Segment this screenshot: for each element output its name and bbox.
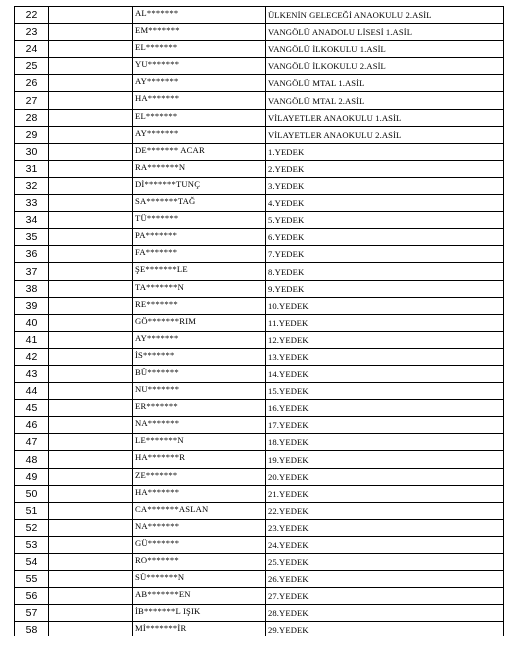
table-row	[15, 502, 504, 519]
masked-name: SA*******TAĞ	[133, 195, 266, 212]
empty-cell	[49, 195, 133, 212]
empty-cell	[49, 109, 133, 126]
masked-name: RO*******	[133, 554, 266, 571]
assignment: 17.YEDEK	[266, 417, 504, 434]
assignment: 11.YEDEK	[266, 314, 504, 331]
empty-cell	[49, 92, 133, 109]
empty-cell	[49, 263, 133, 280]
table-row	[15, 588, 504, 605]
masked-name: TA*******N	[133, 280, 266, 297]
table-row	[15, 348, 504, 365]
table-row	[15, 417, 504, 434]
masked-name: Dİ*******TUNÇ	[133, 177, 266, 194]
table-row	[15, 519, 504, 536]
masked-name: PA*******	[133, 229, 266, 246]
empty-cell	[49, 24, 133, 41]
empty-cell	[49, 383, 133, 400]
masked-name: FA*******	[133, 246, 266, 263]
empty-cell	[49, 126, 133, 143]
table-row	[15, 58, 504, 75]
empty-cell	[49, 246, 133, 263]
masked-name: TÜ*******	[133, 212, 266, 229]
table-row	[15, 75, 504, 92]
assignment: 28.YEDEK	[266, 605, 504, 622]
assignment: 8.YEDEK	[266, 263, 504, 280]
results-table	[14, 6, 504, 636]
masked-name: NA*******	[133, 417, 266, 434]
table-row	[15, 485, 504, 502]
empty-cell	[49, 348, 133, 365]
empty-cell	[49, 400, 133, 417]
row-number: 44	[15, 383, 49, 400]
table-row	[15, 41, 504, 58]
table-row	[15, 280, 504, 297]
masked-name: NU*******	[133, 383, 266, 400]
assignment: 23.YEDEK	[266, 519, 504, 536]
masked-name: BÜ*******	[133, 365, 266, 382]
table-row	[15, 177, 504, 194]
row-number: 56	[15, 588, 49, 605]
masked-name: NA*******	[133, 519, 266, 536]
assignment: 4.YEDEK	[266, 195, 504, 212]
row-number: 46	[15, 417, 49, 434]
empty-cell	[49, 7, 133, 24]
assignment: 19.YEDEK	[266, 451, 504, 468]
empty-cell	[49, 451, 133, 468]
row-number: 58	[15, 622, 49, 636]
masked-name: AB*******EN	[133, 588, 266, 605]
masked-name: AY*******	[133, 331, 266, 348]
table-row	[15, 246, 504, 263]
masked-name: AL*******	[133, 7, 266, 24]
table-row	[15, 143, 504, 160]
row-number: 52	[15, 519, 49, 536]
table-row	[15, 383, 504, 400]
row-number: 33	[15, 195, 49, 212]
row-number: 55	[15, 571, 49, 588]
empty-cell	[49, 177, 133, 194]
row-number: 54	[15, 554, 49, 571]
row-number: 47	[15, 434, 49, 451]
table-row	[15, 554, 504, 571]
assignment: 27.YEDEK	[266, 588, 504, 605]
empty-cell	[49, 212, 133, 229]
empty-cell	[49, 485, 133, 502]
empty-cell	[49, 58, 133, 75]
masked-name: EL*******	[133, 41, 266, 58]
table-row	[15, 92, 504, 109]
masked-name: GÜ*******	[133, 536, 266, 553]
row-number: 23	[15, 24, 49, 41]
masked-name: ZE*******	[133, 468, 266, 485]
masked-name: EL*******	[133, 109, 266, 126]
masked-name: HA*******	[133, 92, 266, 109]
row-number: 57	[15, 605, 49, 622]
empty-cell	[49, 280, 133, 297]
empty-cell	[49, 331, 133, 348]
masked-name: DE******* ACAR	[133, 143, 266, 160]
masked-name: LE*******N	[133, 434, 266, 451]
assignment: 29.YEDEK	[266, 622, 504, 636]
assignment: VANGÖLÜ İLKOKULU 1.ASİL	[266, 41, 504, 58]
empty-cell	[49, 588, 133, 605]
assignment: 18.YEDEK	[266, 434, 504, 451]
table-row	[15, 365, 504, 382]
table-row	[15, 331, 504, 348]
empty-cell	[49, 536, 133, 553]
row-number: 48	[15, 451, 49, 468]
row-number: 45	[15, 400, 49, 417]
masked-name: RE*******	[133, 297, 266, 314]
results-table-body	[15, 7, 504, 637]
empty-cell	[49, 502, 133, 519]
assignment: 2.YEDEK	[266, 160, 504, 177]
row-number: 41	[15, 331, 49, 348]
masked-name: YU*******	[133, 58, 266, 75]
empty-cell	[49, 622, 133, 636]
row-number: 31	[15, 160, 49, 177]
assignment: VİLAYETLER ANAOKULU 1.ASİL	[266, 109, 504, 126]
table-row	[15, 229, 504, 246]
empty-cell	[49, 75, 133, 92]
row-number: 24	[15, 41, 49, 58]
assignment: 14.YEDEK	[266, 365, 504, 382]
masked-name: SÜ*******N	[133, 571, 266, 588]
assignment: 10.YEDEK	[266, 297, 504, 314]
row-number: 38	[15, 280, 49, 297]
table-row	[15, 24, 504, 41]
empty-cell	[49, 365, 133, 382]
table-row	[15, 536, 504, 553]
assignment: 6.YEDEK	[266, 229, 504, 246]
row-number: 35	[15, 229, 49, 246]
table-row	[15, 297, 504, 314]
masked-name: ER*******	[133, 400, 266, 417]
table-row	[15, 400, 504, 417]
assignment: VANGÖLÜ ANADOLU LİSESİ 1.ASİL	[266, 24, 504, 41]
table-row	[15, 212, 504, 229]
row-number: 36	[15, 246, 49, 263]
row-number: 32	[15, 177, 49, 194]
empty-cell	[49, 519, 133, 536]
row-number: 49	[15, 468, 49, 485]
empty-cell	[49, 554, 133, 571]
masked-name: Mİ*******İR	[133, 622, 266, 636]
row-number: 30	[15, 143, 49, 160]
assignment: 25.YEDEK	[266, 554, 504, 571]
table-row	[15, 263, 504, 280]
empty-cell	[49, 468, 133, 485]
row-number: 50	[15, 485, 49, 502]
table-row	[15, 468, 504, 485]
assignment: 13.YEDEK	[266, 348, 504, 365]
assignment: 15.YEDEK	[266, 383, 504, 400]
assignment: 12.YEDEK	[266, 331, 504, 348]
empty-cell	[49, 571, 133, 588]
assignment: 3.YEDEK	[266, 177, 504, 194]
table-row	[15, 126, 504, 143]
table-row	[15, 314, 504, 331]
row-number: 22	[15, 7, 49, 24]
row-number: 51	[15, 502, 49, 519]
table-row	[15, 7, 504, 24]
row-number: 28	[15, 109, 49, 126]
assignment: VANGÖLÜ İLKOKULU 2.ASİL	[266, 58, 504, 75]
masked-name: RA*******N	[133, 160, 266, 177]
row-number: 40	[15, 314, 49, 331]
empty-cell	[49, 229, 133, 246]
masked-name: EM*******	[133, 24, 266, 41]
row-number: 25	[15, 58, 49, 75]
assignment: 24.YEDEK	[266, 536, 504, 553]
assignment: 21.YEDEK	[266, 485, 504, 502]
assignment: 9.YEDEK	[266, 280, 504, 297]
assignment: 1.YEDEK	[266, 143, 504, 160]
masked-name: AY*******	[133, 126, 266, 143]
row-number: 37	[15, 263, 49, 280]
empty-cell	[49, 160, 133, 177]
table-row	[15, 605, 504, 622]
list-sheet	[14, 6, 504, 636]
empty-cell	[49, 605, 133, 622]
assignment: VANGÖLÜ MTAL 1.ASİL	[266, 75, 504, 92]
empty-cell	[49, 41, 133, 58]
table-row	[15, 451, 504, 468]
masked-name: ŞE*******LE	[133, 263, 266, 280]
row-number: 42	[15, 348, 49, 365]
row-number: 26	[15, 75, 49, 92]
assignment: ÜLKENİN GELECEĞİ ANAOKULU 2.ASİL	[266, 7, 504, 24]
table-row	[15, 434, 504, 451]
row-number: 39	[15, 297, 49, 314]
assignment: 20.YEDEK	[266, 468, 504, 485]
table-row	[15, 195, 504, 212]
assignment: 5.YEDEK	[266, 212, 504, 229]
masked-name: AY*******	[133, 75, 266, 92]
assignment: VİLAYETLER ANAOKULU 2.ASİL	[266, 126, 504, 143]
table-row	[15, 109, 504, 126]
masked-name: HA*******	[133, 485, 266, 502]
empty-cell	[49, 143, 133, 160]
row-number: 34	[15, 212, 49, 229]
assignment: 16.YEDEK	[266, 400, 504, 417]
table-row	[15, 622, 504, 636]
row-number: 43	[15, 365, 49, 382]
empty-cell	[49, 417, 133, 434]
table-row	[15, 160, 504, 177]
masked-name: İB*******L IŞIK	[133, 605, 266, 622]
row-number: 29	[15, 126, 49, 143]
assignment: 22.YEDEK	[266, 502, 504, 519]
masked-name: İS*******	[133, 348, 266, 365]
masked-name: HA*******R	[133, 451, 266, 468]
row-number: 27	[15, 92, 49, 109]
empty-cell	[49, 314, 133, 331]
empty-cell	[49, 297, 133, 314]
assignment: 26.YEDEK	[266, 571, 504, 588]
row-number: 53	[15, 536, 49, 553]
empty-cell	[49, 434, 133, 451]
masked-name: GÖ*******RIM	[133, 314, 266, 331]
assignment: VANGÖLÜ MTAL 2.ASİL	[266, 92, 504, 109]
masked-name: CA*******ASLAN	[133, 502, 266, 519]
assignment: 7.YEDEK	[266, 246, 504, 263]
table-row	[15, 571, 504, 588]
